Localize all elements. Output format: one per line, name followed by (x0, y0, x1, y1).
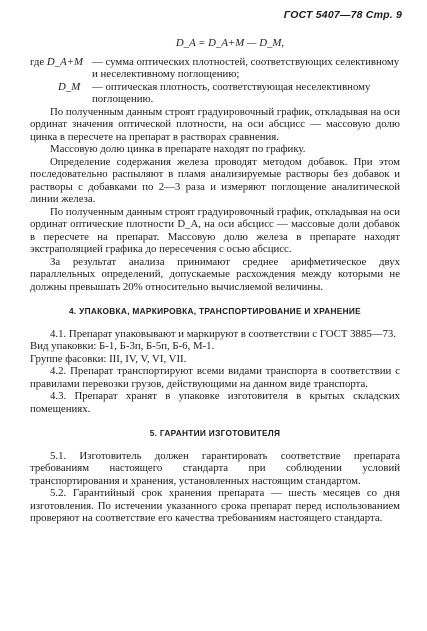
definition-text: — оптическая плотность, соответствующая неселективному поглощению. (92, 80, 371, 105)
packaging-types: Вид упаковки: Б-1, Б-3п, Б-5п, Б-6, М-1. (30, 340, 215, 352)
section-heading-4: 4. УПАКОВКА, МАРКИРОВКА, ТРАНСПОРТИРОВАНИЕ И ХРАНЕНИЕ (69, 306, 361, 316)
paragraph-4-3: 4.3. Препарат хранят в упаковке изготовителя в крытых складских помещениях. (30, 390, 400, 415)
running-head: ГОСТ 5407—78 Стр. 9 (283, 9, 402, 21)
page-body (30, 37, 400, 525)
packing-groups: Группе фасовки: III, IV, V, VI, VII. (30, 352, 187, 365)
paragraph: Определение содержания железа проводят методом добавок. При этом последовательно распыляют в пламя анализируемые растворы без добавок и растворы с добавками по 2—3 раза и измеряют поглощение аналитической линии железа. (30, 155, 400, 205)
paragraph: Массовую долю цинка в препарате находят по графику. (50, 143, 306, 155)
paragraph: По полученным данным строят градуировочный график, откладывая на оси ординат значения оптической плотности, на оси абсцисс — массовую долю цинка в пересчете на препарат в растворах сравнения. (30, 105, 400, 143)
paragraph-5-1: 5.1. Изготовитель должен гарантировать соответствие препарата требованиям настоящего стандарта при соблюдении условий транспортирования и хранения, установленных настоящим стандартом. (30, 449, 400, 487)
section-heading-5: 5. ГАРАНТИИ ИЗГОТОВИТЕЛЯ (149, 428, 281, 438)
paragraph-5-2: 5.2. Гарантийный срок хранения препарата — шесть месяцев со дня изготовления. По истечении указанного срока препарат перед использованием проверяют на соответствие его качества требованиям настоящего стандарта. (30, 487, 400, 524)
formula: D_A = D_A+M — D_M, (175, 37, 285, 49)
definition-d-m (30, 81, 400, 106)
definition-symbol: D_M (58, 80, 81, 93)
paragraph-4-2: 4.2. Препарат транспортируют всеми видами транспорта в соответствии с правилами перевозки грузов, действующими на данном виде транспорта. (30, 365, 400, 390)
paragraph-4-1: 4.1. Препарат упаковывают и маркируют в соответствии с ГОСТ 3885—73. (50, 327, 397, 340)
definition-lead: где D_A+M (30, 55, 83, 68)
paragraph: По полученным данным строят градуировочный график, откладывая на оси ординат оптические плотности D_A, на оси абсцисс — массовые доли добавок в пересчете на препарат. Массовую долю железа в препарате находят экстраполяцией графика до пересечения с осью абсцисс. (30, 205, 400, 255)
paragraph: За результат анализа принимают среднее арифметическое двух параллельных определений, допускаемые расхождения между которыми не должны превышать 20% относительно вычисляемой величины. (30, 255, 400, 293)
definition-text: — сумма оптических плотностей, соответствующих селективному и неселективному поглощению; (92, 55, 400, 80)
definition-d-am (30, 56, 400, 81)
